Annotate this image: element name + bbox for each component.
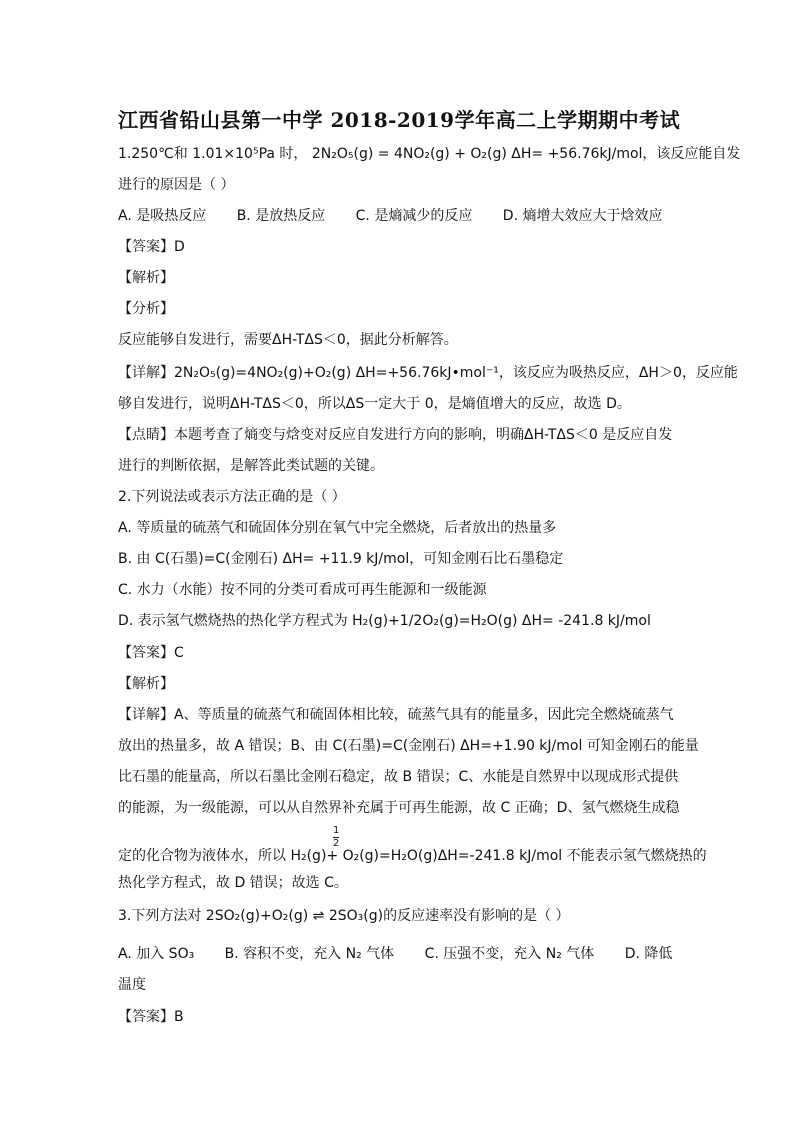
q1-stem-line2: 进行的原因是（ ） — [118, 177, 235, 193]
q2-detail-line6: 热化学方程式，故 D 错误；故选 C。 — [118, 875, 348, 891]
q1-fenxi-heading: 【分析】 — [118, 301, 174, 317]
q2-detail-line5: 定的化合物为液体水，所以 H₂(g)+ O₂(g)=H₂O(g)ΔH=-241.8 kJ/mol 不能表示氢气燃烧热的 — [118, 848, 707, 864]
q2-jiexi-heading: 【解析】 — [118, 676, 174, 692]
q1-stem-line1: 1.250℃和 1.01×10⁵Pa 时， 2N₂O₅(g) = 4NO₂(g) + O₂(g) ΔH= +56.76kJ/mol，该反应能自发 — [118, 146, 741, 162]
q1-detail-line2: 够自发进行，说明ΔH-TΔS＜0，所以ΔS一定大于 0，是熵值增大的反应，故选 D。 — [118, 396, 631, 412]
q3-option-d: D. 降低 — [624, 946, 673, 962]
q1-detail-line1: 【详解】2N₂O₅(g)=4NO₂(g)+O₂(g) ΔH=+56.76kJ•mol⁻¹，该反应为吸热反应，ΔH＞0，反应能 — [118, 365, 738, 381]
q1-option-a: A. 是吸热反应 — [118, 208, 207, 224]
page-title: 江西省铅山县第一中学 2018-2019学年高二上学期期中考试 — [118, 108, 681, 132]
q2-stem: 2.下列说法或表示方法正确的是（ ） — [118, 489, 346, 505]
q1-option-d: D. 熵增大效应大于焓效应 — [502, 208, 663, 224]
q1-options — [118, 206, 678, 226]
q2-option-c: C. 水力（水能）按不同的分类可看成可再生能源和一级能源 — [118, 582, 487, 598]
q3-option-b: B. 容积不变，充入 N₂ 气体 — [224, 946, 395, 962]
q2-option-b: B. 由 C(石墨)=C(金刚石) ΔH= +11.9 kJ/mol，可知金刚石比石墨稳定 — [118, 551, 564, 567]
q3-answer: 【答案】B — [118, 1009, 184, 1025]
q3-options-line2: 温度 — [118, 977, 146, 993]
q2-detail-line1: 【详解】A、等质量的硫蒸气和硫固体相比较，硫蒸气具有的能量多，因此完全燃烧硫蒸气 — [118, 707, 674, 723]
q1-option-b: B. 是放热反应 — [236, 208, 326, 224]
q1-dianjing-line2: 进行的判断依据，是解答此类试题的关键。 — [118, 458, 384, 474]
q2-detail-line2: 放出的热量多，故 A 错误；B、由 C(石墨)=C(金刚石) ΔH=+1.90 kJ/mol 可知金刚石的能量 — [118, 738, 699, 754]
q1-dianjing-line1: 【点睛】本题考查了熵变与焓变对反应自发进行方向的影响，明确ΔH-TΔS＜0 是反应自发 — [118, 427, 673, 443]
q3-options-line1 — [118, 944, 678, 964]
q1-option-c: C. 是熵减少的反应 — [355, 208, 473, 224]
q3-option-c: C. 压强不变，充入 N₂ 气体 — [424, 946, 595, 962]
q2-fraction-numerator: 1 — [333, 825, 340, 836]
q1-fenxi-body: 反应能够自发进行，需要ΔH-TΔS＜0，据此分析解答。 — [118, 332, 458, 348]
q3-stem: 3.下列方法对 2SO₂(g)+O₂(g) ⇌ 2SO₃(g)的反应速率没有影响的是（ ） — [118, 908, 570, 924]
q1-jiexi-heading: 【解析】 — [118, 270, 174, 286]
q2-option-a: A. 等质量的硫蒸气和硫固体分别在氧气中完全燃烧，后者放出的热量多 — [118, 520, 557, 536]
q2-option-d: D. 表示氢气燃烧热的热化学方程式为 H₂(g)+1/2O₂(g)=H₂O(g) ΔH= -241.8 kJ/mol — [118, 613, 651, 629]
q1-answer: 【答案】D — [118, 239, 185, 255]
q2-fraction-denominator: 2 — [333, 838, 340, 849]
q2-detail-line3: 比石墨的能量高，所以石墨比金刚石稳定，故 B 错误；C、水能是自然界中以现成形式提供 — [118, 769, 679, 785]
q2-detail-line4: 的能源，为一级能源，可以从自然界补充属于可再生能源，故 C 正确；D、氢气燃烧生成稳 — [118, 800, 680, 816]
q3-option-a: A. 加入 SO₃ — [118, 946, 195, 962]
q2-answer: 【答案】C — [118, 645, 184, 661]
